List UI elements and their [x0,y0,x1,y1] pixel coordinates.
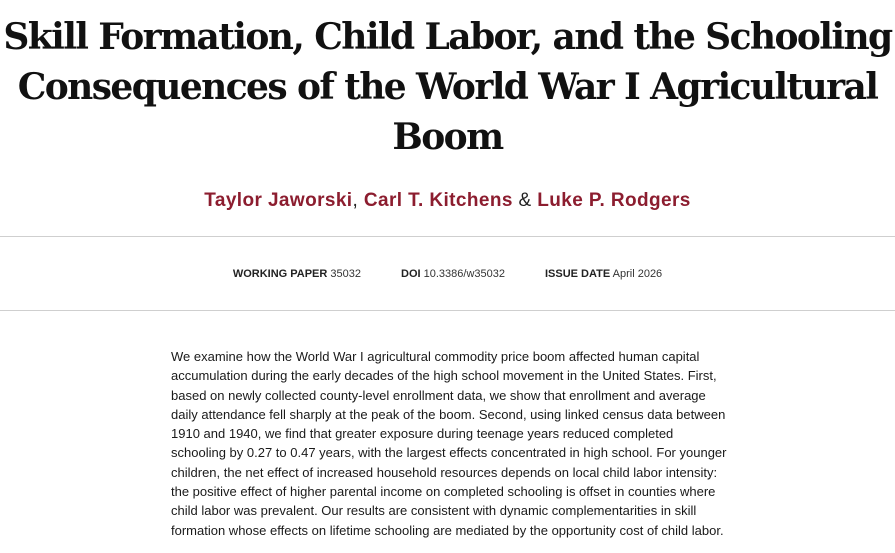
author-separator: , [352,190,359,211]
working-paper-number [233,268,361,280]
author-separator: & [518,190,532,211]
author-link-rodgers[interactable]: Luke P. Rodgers [537,190,691,211]
working-paper-label: WORKING PAPER [232,267,328,280]
doi-value[interactable]: 10.3386/w35032 [423,267,505,280]
working-paper-value: 35032 [330,267,361,280]
title-line-2: Consequences of the World War I Agricultural [17,66,878,108]
paper-metadata [0,236,895,311]
doi-label: DOI [401,267,421,280]
issue-date [545,268,662,280]
title-line-1: Skill Formation, Child Labor, and the Schooling [3,16,892,58]
author-list [0,190,895,214]
abstract-text: We examine how the World War I agricultural commodity price boom affected human capital accumulation during the early decades of the high school movement in the United States. First, based on newly collected county-level enrollment data, we show that enrollment and average daily attendance fell sharply at the peak of the boom. Second, using linked census data between 1910 and 1940, we find that greater exposure during teenage years reduced completed schooling by 0.27 to 0.47 years, with the largest effects concentrated in high school. For younger children, the net effect of increased household resources depends on local child labor intensity: the positive effect of higher parental income on completed schooling is offset in counties where child labor was prevalent. Our results are consistent with dynamic complementarities in skill formation whose effects on lifetime schooling are mediated by the opportunity cost of child labor. [171,349,727,538]
title-line-3: Boom [392,116,503,158]
page-title [0,0,895,162]
doi [401,268,505,280]
author-link-jaworski[interactable]: Taylor Jaworski [204,190,353,211]
issue-date-label: ISSUE DATE [544,267,611,280]
author-link-kitchens[interactable]: Carl T. Kitchens [363,190,513,211]
issue-date-value: April 2026 [612,267,663,280]
